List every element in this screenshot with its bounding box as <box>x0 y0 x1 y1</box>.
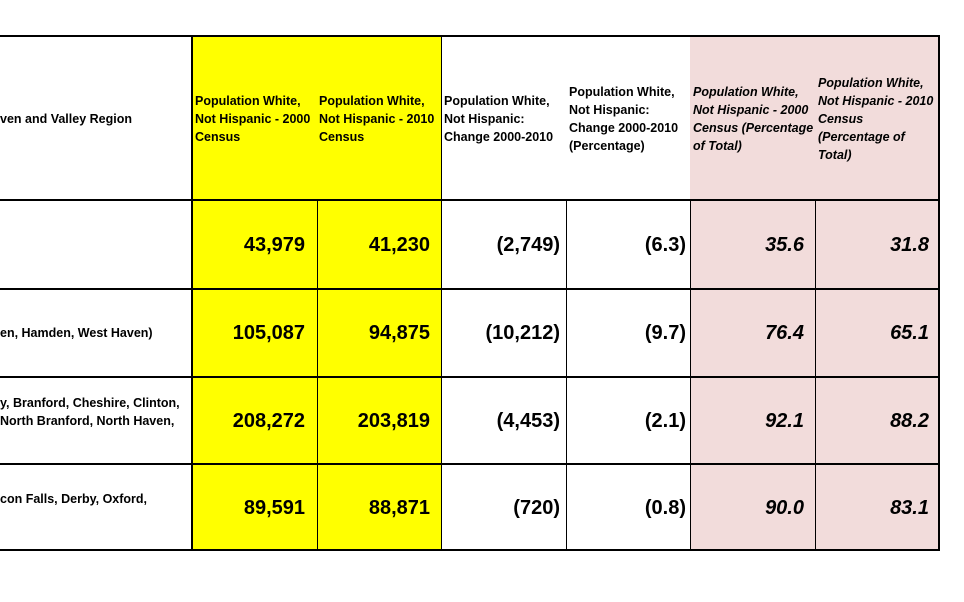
cell-change-pct: (9.7) <box>644 322 686 344</box>
cell-2000-share: 35.6 <box>765 233 804 256</box>
cell-change-pct: (0.8) <box>644 496 686 519</box>
cell-2010-share: 88.2 <box>890 409 929 432</box>
cell-change-pct: (6.3) <box>644 233 686 256</box>
col-header-change-pct: Population White, Not Hispanic: Change 2000-2010 (Percentage) <box>569 85 679 153</box>
cell-2000-share: 92.1 <box>765 409 804 432</box>
cell-2010-share: 83.1 <box>890 496 929 519</box>
grid-line <box>815 200 816 550</box>
cell-2010: 41,230 <box>368 233 430 256</box>
grid-line <box>0 35 940 37</box>
cell-2010: 203,819 <box>357 409 430 432</box>
grid-line <box>317 200 318 550</box>
cell-2000-share: 76.4 <box>765 322 804 344</box>
grid-line <box>0 463 940 465</box>
grid-line <box>191 35 193 551</box>
cell-2010-share: 65.1 <box>890 322 929 344</box>
cell-2000: 43,979 <box>243 233 305 256</box>
col-header-2010: Population White, Not Hispanic - 2010 Census <box>319 94 435 144</box>
cell-2000: 208,272 <box>232 409 305 432</box>
grid-line <box>0 288 940 290</box>
grid-line <box>0 549 940 551</box>
cell-2010: 94,875 <box>368 322 430 344</box>
row-label: con Falls, Derby, Oxford, <box>0 492 148 506</box>
col-header-2000: Population White, Not Hispanic - 2000 Census <box>195 94 311 144</box>
grid-line <box>690 200 691 550</box>
cell-2000: 89,591 <box>243 496 305 519</box>
row-label: en, Hamden, West Haven) <box>0 326 153 340</box>
cell-2010-share: 31.8 <box>890 233 929 256</box>
cell-change: (720) <box>513 496 560 519</box>
region-header: ven and Valley Region <box>0 112 132 126</box>
col-header-change: Population White, Not Hispanic: Change 2000-2010 <box>444 94 554 144</box>
grid-line <box>0 199 940 201</box>
grid-line <box>938 35 940 551</box>
col-header-2010-share: Population White, Not Hispanic - 2010 Census (Percentage of Total) <box>818 76 934 162</box>
grid-line <box>441 35 442 551</box>
grid-line <box>566 200 567 550</box>
cell-change: (10,212) <box>485 322 560 344</box>
cell-change-pct: (2.1) <box>644 409 686 432</box>
grid-line <box>0 376 940 378</box>
row-label: y, Branford, Cheshire, Clinton, North Branford, North Haven, <box>0 396 180 428</box>
cell-2000: 105,087 <box>232 322 305 344</box>
cell-2010: 88,871 <box>368 496 430 519</box>
col-header-2000-share: Population White, Not Hispanic - 2000 Census (Percentage of Total) <box>693 85 814 153</box>
cell-change: (2,749) <box>496 233 560 256</box>
cell-2000-share: 90.0 <box>765 496 804 519</box>
cell-change: (4,453) <box>496 409 560 432</box>
